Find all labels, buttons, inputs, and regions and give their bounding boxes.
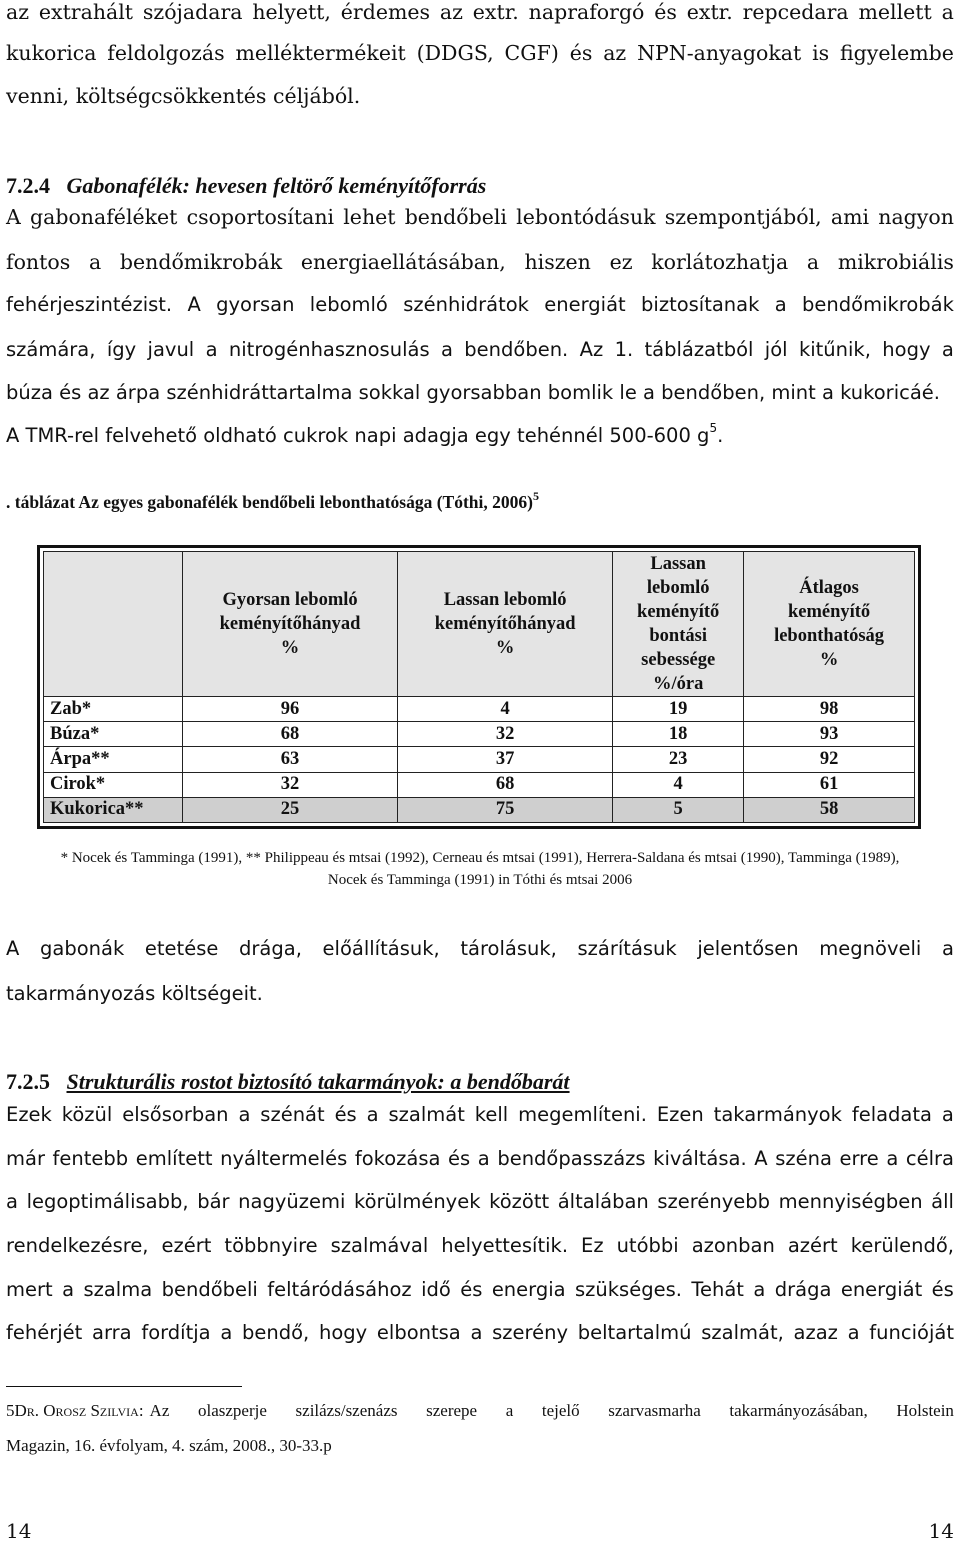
word: azonban — [691, 1234, 775, 1257]
table-caption-text: . táblázat Az egyes gabonafélék bendőbeli lebonthatósága (Tóthi, 2006) — [6, 492, 533, 512]
page-number-right: 14 — [928, 1519, 954, 1543]
word: szalmát — [388, 1103, 465, 1126]
para-724-line-4 — [6, 338, 954, 361]
word: gabonaféléket — [29, 205, 178, 229]
para-725-line-4 — [6, 1234, 954, 1257]
word: szükséges. — [575, 1278, 682, 1301]
footnote-marker: 5 — [6, 1401, 15, 1420]
section-number: 7.2.5 — [6, 1069, 50, 1094]
word: megemlíteni. — [518, 1103, 647, 1126]
para-top-line-3: venni, költségcsökkentés céljából. — [6, 84, 361, 108]
word: elsősorban — [122, 1103, 229, 1126]
word: körülmények — [354, 1190, 481, 1213]
word: 1. — [614, 338, 634, 361]
word: tárolásuk, — [460, 937, 557, 960]
word: ami — [830, 205, 870, 229]
table-row — [44, 772, 915, 797]
word: energiaellátásában, — [300, 250, 506, 274]
word: a — [941, 338, 954, 361]
word: az — [603, 41, 627, 65]
word: így — [106, 338, 137, 361]
word: általában — [557, 1190, 649, 1213]
word: szerepe — [426, 1401, 478, 1420]
word: (DDGS, — [416, 41, 494, 65]
word: nitrogénhasznosulás — [228, 338, 430, 361]
word: lehet — [343, 205, 396, 229]
word: fehérjét — [6, 1321, 83, 1344]
word: szalmával — [330, 1234, 429, 1257]
table-row — [44, 797, 915, 822]
word: Az — [579, 338, 604, 361]
word: közül — [61, 1103, 113, 1126]
word: számára, — [6, 338, 96, 361]
word: szempontjából, — [664, 205, 822, 229]
word: A — [187, 293, 201, 316]
table-header-text: % — [280, 638, 300, 658]
word: arra — [92, 1321, 132, 1344]
word: funcióját — [869, 1321, 954, 1344]
word: és — [569, 41, 593, 65]
word: hiszen — [524, 250, 591, 274]
table-note-line-2: Nocek és Tamminga (1991) in Tóthi és mtsai 2006 — [327, 872, 633, 888]
para-725-line-2 — [6, 1147, 954, 1170]
para-725-line-3 — [6, 1190, 954, 1213]
para-724-line-6-end: . — [717, 424, 724, 447]
para-725-line-6 — [6, 1321, 954, 1344]
para-724-line-5: búza és az árpa szénhidráttartalma sokkal gyorsabban bomlik le a bendőben, mint a kukoricáé. — [6, 381, 940, 404]
table-cell: 98 — [744, 697, 915, 722]
row-label: Árpa** — [44, 747, 183, 772]
word: kitűnik, — [798, 338, 871, 361]
table-header-text: keményítőhányad — [434, 614, 576, 634]
word: és — [931, 1278, 954, 1301]
word: kerülendő, — [850, 1234, 954, 1257]
word: legoptimálisabb, — [26, 1190, 189, 1213]
word: bendőmikrobák — [119, 250, 283, 274]
table-header-text: Átlagos — [799, 578, 859, 598]
table-row — [44, 747, 915, 772]
word: feltáródásához — [267, 1278, 412, 1301]
word: extr. — [472, 0, 519, 24]
section-heading-7-2-5 — [6, 1069, 954, 1095]
word: a — [941, 1103, 954, 1126]
word: fordítja — [141, 1321, 211, 1344]
footnote-line-1-rest — [150, 1401, 954, 1421]
footnote-ref: 5 — [709, 421, 718, 435]
table-header-text: keményítőhányad — [219, 614, 361, 634]
para-725-line-5 — [6, 1278, 954, 1301]
word: gyorsan — [216, 293, 295, 316]
table-header-cell — [613, 552, 744, 697]
table-row — [44, 722, 915, 747]
para-724-line-1 — [6, 205, 954, 229]
word: hogy — [318, 1321, 368, 1344]
table-header-text: %/óra — [652, 674, 704, 694]
row-label: Cirok* — [44, 772, 183, 797]
word: a — [942, 937, 954, 960]
word: A — [6, 937, 20, 960]
word: a — [440, 338, 453, 361]
word: helyettesítik. — [441, 1234, 569, 1257]
word: bendőben. — [464, 338, 569, 361]
word: között — [489, 1190, 550, 1213]
data-table — [43, 551, 915, 823]
word: szárításuk — [577, 937, 677, 960]
word: biztosítanak — [641, 293, 760, 316]
word: ezért — [161, 1234, 212, 1257]
table-cell: 63 — [183, 747, 398, 772]
table-cell: 32 — [183, 772, 398, 797]
word: a — [774, 293, 787, 316]
table-caption — [6, 489, 539, 513]
page-number-left: 14 — [6, 1519, 32, 1543]
word: a — [6, 1190, 18, 1213]
word: bendőmikrobák — [802, 293, 954, 316]
word: és — [654, 0, 677, 24]
word: fontos — [6, 250, 71, 274]
para-top-line-2 — [6, 41, 954, 65]
para-725-line-1 — [6, 1103, 954, 1126]
word: Holstein — [896, 1401, 954, 1420]
word: Ezen — [656, 1103, 704, 1126]
table-row — [44, 697, 915, 722]
table-note-line-1: * Nocek és Tamminga (1991), ** Philippeau és mtsai (1992), Cerneau és mtsai (1991), Herrera-Saldana és mtsai (1990), Tamminga (1989), — [60, 850, 900, 866]
footnote-line-1 — [6, 1401, 954, 1421]
data-table-frame — [37, 545, 921, 829]
section-title: Strukturális rostot biztosító takarmányok: a bendőbarát — [66, 1069, 570, 1094]
word: szarvasmarha — [608, 1401, 701, 1420]
word: hogy — [882, 338, 931, 361]
table-cell: 4 — [398, 697, 613, 722]
table-cell: 19 — [613, 697, 744, 722]
table-header-cell — [744, 552, 915, 697]
para-mid-line-2: takarmányozás költségeit. — [6, 982, 263, 1005]
word: szénát — [260, 1103, 325, 1126]
word: a — [806, 250, 820, 274]
word: szalma — [83, 1278, 153, 1301]
word: nagyon — [878, 205, 954, 229]
word: helyett, — [252, 0, 331, 24]
section-number: 7.2.4 — [6, 173, 50, 198]
word: Ez — [581, 1234, 604, 1257]
footnote-line-2: Magazin, 16. évfolyam, 4. szám, 2008., 30-33.p — [6, 1436, 332, 1455]
word: extrahált — [38, 0, 134, 24]
word: azaz — [793, 1321, 838, 1344]
word: A — [6, 205, 21, 229]
footnote-author: Dr. Orosz Szilvia: — [14, 1401, 144, 1420]
word: azért — [787, 1234, 838, 1257]
word: A — [754, 1147, 768, 1170]
word: feldolgozás — [107, 41, 225, 65]
word: szerény — [492, 1321, 569, 1344]
table-header-text: keményítő — [787, 602, 871, 622]
table-cell: 23 — [613, 747, 744, 772]
para-724-line-6-text: A TMR-rel felvehető oldható cukrok napi adagja egy tehénnél 500-600 g — [6, 424, 710, 447]
word: Az — [149, 1401, 170, 1420]
section-heading-7-2-4 — [6, 173, 954, 199]
word: jól — [764, 338, 788, 361]
word: széna — [775, 1147, 832, 1170]
word: elbontsa — [376, 1321, 461, 1344]
word: javul — [147, 338, 195, 361]
word: gabonák — [40, 937, 125, 960]
word: a — [238, 1103, 251, 1126]
word: kiváltása. — [653, 1147, 747, 1170]
word: utóbbi — [616, 1234, 679, 1257]
word: bár — [197, 1190, 230, 1213]
word: jelentősen — [697, 937, 799, 960]
word: fokozása — [354, 1147, 441, 1170]
word: kell — [474, 1103, 509, 1126]
word: mennyiségben — [778, 1190, 923, 1213]
word: erre — [839, 1147, 879, 1170]
word: beltartalmú — [577, 1321, 692, 1344]
word: és — [448, 1147, 471, 1170]
table-cell: 37 — [398, 747, 613, 772]
table-header-text: sebessége — [641, 650, 716, 670]
word: drága, — [239, 937, 302, 960]
word: napraforgó — [528, 0, 645, 24]
word: szénhidrátok — [403, 293, 529, 316]
word: Ezek — [6, 1103, 52, 1126]
word: bendőbeli — [161, 1278, 258, 1301]
table-header-cell — [398, 552, 613, 697]
word: említett — [135, 1147, 213, 1170]
table-cell: 5 — [613, 797, 744, 822]
table-cell: 18 — [613, 722, 744, 747]
word: kukorica — [6, 41, 97, 65]
word: szójadara — [142, 0, 243, 24]
word: rendelkezésre, — [6, 1234, 149, 1257]
word: takarmányozásában, — [729, 1401, 868, 1420]
word: korlátozhatja — [651, 250, 789, 274]
word: és — [460, 1278, 483, 1301]
word: a — [505, 1401, 514, 1420]
word: idő — [421, 1278, 451, 1301]
word: is — [812, 41, 830, 65]
word: többnyire — [224, 1234, 318, 1257]
table-cell: 93 — [744, 722, 915, 747]
word: mellett — [858, 0, 932, 24]
word: etetése — [144, 937, 219, 960]
para-top-line-1 — [6, 0, 954, 24]
para-724-line-2 — [6, 250, 954, 274]
word: előállításuk, — [322, 937, 440, 960]
table-cell: 32 — [398, 722, 613, 747]
table-caption-ref: 5 — [532, 489, 539, 503]
para-mid-line-1 — [6, 937, 954, 960]
word: extr. — [686, 0, 733, 24]
row-label: Búza* — [44, 722, 183, 747]
word: figyelembe — [840, 41, 954, 65]
table-header-cell — [44, 552, 183, 697]
word: és — [334, 1103, 357, 1126]
table-header-text: Lassan — [650, 554, 706, 574]
word: a — [753, 1278, 766, 1301]
table-cell: 96 — [183, 697, 398, 722]
table-cell: 68 — [398, 772, 613, 797]
word: repcedara — [742, 0, 849, 24]
row-label: Zab* — [44, 697, 183, 722]
table-header-text: % — [819, 650, 839, 670]
word: szerényebb — [657, 1190, 771, 1213]
word: a — [220, 1321, 233, 1344]
word: a — [88, 250, 102, 274]
word: a — [886, 1147, 899, 1170]
word: a — [941, 0, 954, 24]
word: fehérjeszintézist. — [6, 293, 173, 316]
word: energiát — [544, 293, 626, 316]
word: takarmányok — [713, 1103, 842, 1126]
table-cell: 68 — [183, 722, 398, 747]
word: célra — [905, 1147, 954, 1170]
word: a — [62, 1278, 75, 1301]
word: a — [847, 1321, 860, 1344]
word: a — [366, 1103, 379, 1126]
word: táblázatból — [644, 338, 754, 361]
word: érdemes — [340, 0, 431, 24]
word: bendőbeli — [404, 205, 507, 229]
para-724-line-3 — [6, 293, 954, 316]
word: lebomló — [309, 293, 388, 316]
word: lebontódásuk — [516, 205, 656, 229]
word: a — [470, 1321, 483, 1344]
word: áll — [931, 1190, 954, 1213]
word: NPN-anyagokat — [637, 41, 802, 65]
word: energiát — [840, 1278, 923, 1301]
word: nagyüzemi — [238, 1190, 346, 1213]
word: mert — [6, 1278, 53, 1301]
table-header-text: lebonthatóság — [774, 626, 885, 646]
word: melléktermékeit — [235, 41, 406, 65]
word: drága — [774, 1278, 832, 1301]
table-cell: 4 — [613, 772, 744, 797]
table-header-text: keményítő — [637, 602, 720, 622]
table-cell: 25 — [183, 797, 398, 822]
word: megnöveli — [819, 937, 922, 960]
word: Tehát — [691, 1278, 744, 1301]
word: az — [439, 0, 463, 24]
word: a — [205, 338, 218, 361]
word: már — [6, 1147, 45, 1170]
word: tejelő — [541, 1401, 580, 1420]
table-cell: 58 — [744, 797, 915, 822]
section-title: Gabonafélék: hevesen feltörő keményítőforrás — [66, 173, 487, 198]
word: szilázs/szenázs — [295, 1401, 398, 1420]
table-header-text: bontási — [649, 626, 707, 646]
table-header-row — [44, 552, 915, 697]
table-cell: 75 — [398, 797, 613, 822]
word: fentebb — [52, 1147, 129, 1170]
footnote-separator — [6, 1386, 242, 1387]
table-header-text: lebomló — [646, 578, 710, 598]
word: olaszperje — [198, 1401, 267, 1420]
word: az — [6, 0, 30, 24]
row-label: Kukorica** — [44, 797, 183, 822]
table-header-cell — [183, 552, 398, 697]
footnote-lead — [6, 1401, 144, 1421]
table-cell: 61 — [744, 772, 915, 797]
table-header-text: Gyorsan lebomló — [222, 590, 358, 610]
table-header-text: Lassan lebomló — [443, 590, 567, 610]
para-724-line-6 — [6, 421, 954, 447]
word: szalmát, — [701, 1321, 784, 1344]
word: a — [477, 1147, 490, 1170]
table-header-text: % — [495, 638, 515, 658]
word: nyáltermelés — [220, 1147, 348, 1170]
word: CGF) — [504, 41, 559, 65]
word: energia — [491, 1278, 566, 1301]
table-cell: 92 — [744, 747, 915, 772]
word: mikrobiális — [837, 250, 954, 274]
word: ez — [609, 250, 633, 274]
word: csoportosítani — [186, 205, 335, 229]
word: feladata — [851, 1103, 932, 1126]
word: bendő, — [242, 1321, 310, 1344]
word: bendőpasszázs — [497, 1147, 646, 1170]
